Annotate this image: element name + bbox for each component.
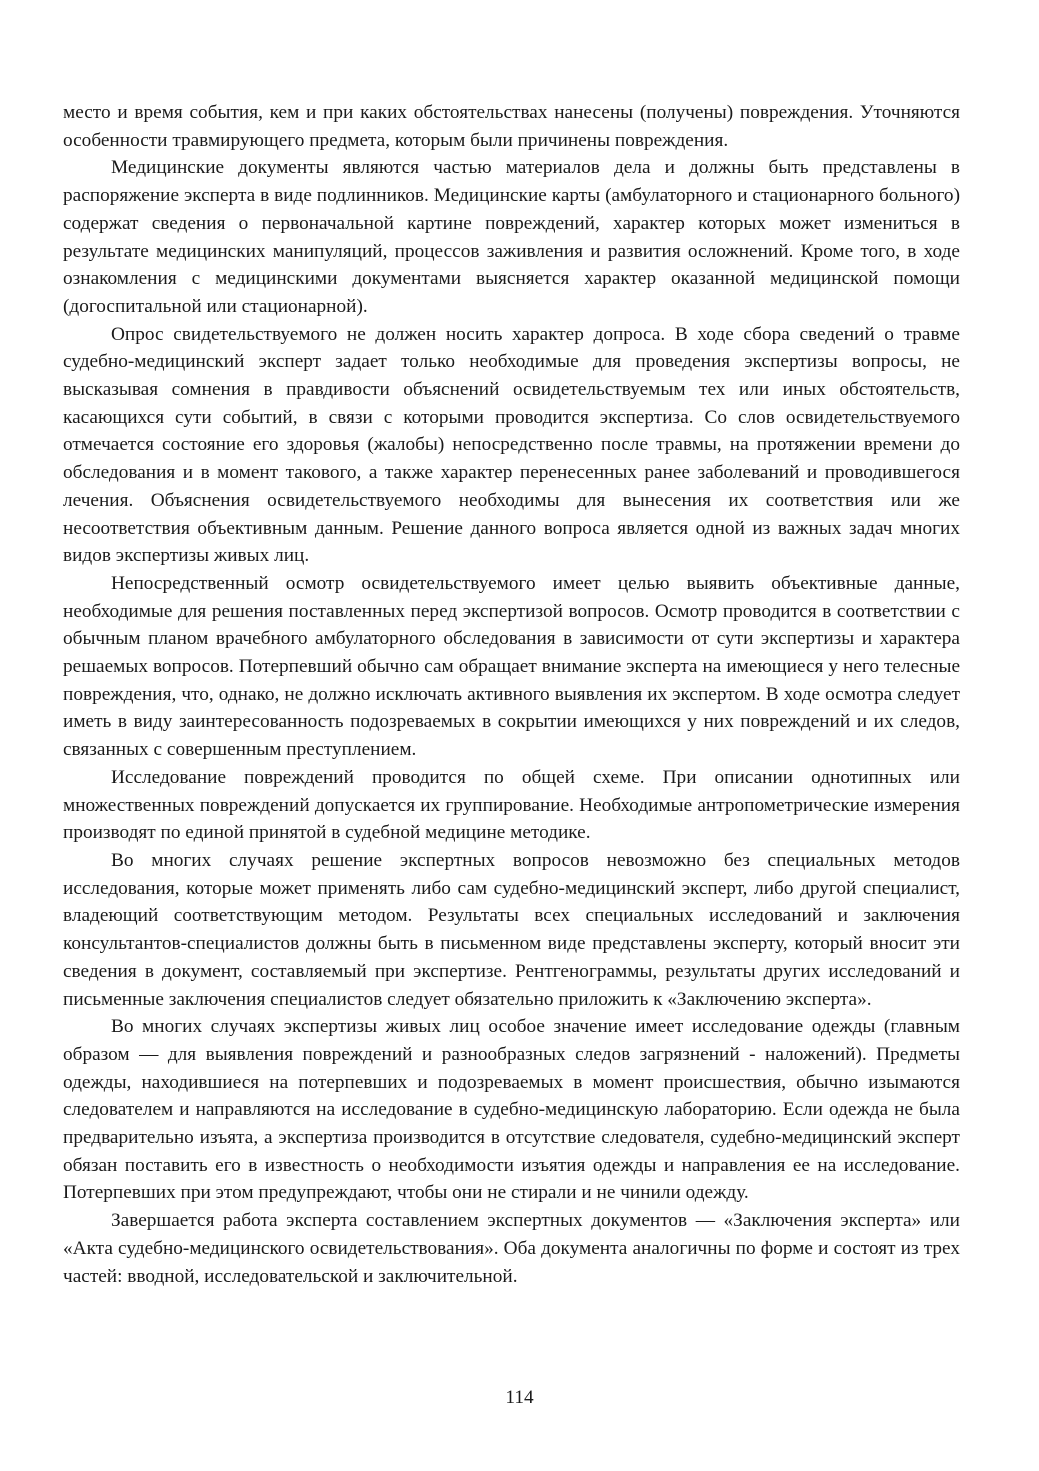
page-body [63, 99, 960, 1290]
page-number: 114 [505, 1387, 534, 1408]
paragraph-injury-study: Исследование повреждений проводится по общей схеме. При описании однотипных или множественных повреждений допускается их группирование. Необходимые антропометрические измерения производят по единой принятой в судебной медицине методике. [63, 766, 960, 844]
paragraph-conclusion: Завершается работа эксперта составлением экспертных документов — «Заключения эксперта» или «Акта судебно-медицинского освидетельствования». Оба документа аналогичны по форме и состоят из трех частей: вводной, исследовательской и заключительной. [63, 1210, 960, 1287]
paragraph-survey: Опрос свидетельствуемого не должен носить характер допроса. В ходе сбора сведений о травме судебно-медицинский эксперт задает только необходимые для проведения экспертизы вопросы, не высказывая сомнения в правдивости объяснений освидетельствуемым тех или иных обстоятельств, касающихся сути событий, в связи с которыми проводится экспертиза. Со слов освидетельствуемого отмечается состояние его здоровья (жалобы) непосредственно после травмы, на протяжении времени до обследования и в момент такового, а также характер перенесенных ранее заболеваний и проводившегося лечения. Объяснения освидетельствуемого необходимы для вынесения их соответствия или же несоответствия объективным данным. Решение данного вопроса является одной из важных задач многих видов экспертизы живых лиц. [63, 323, 960, 567]
paragraph-special-methods: Во многих случаях решение экспертных вопросов невозможно без специальных методов исследования, которые может применять либо сам судебно-медицинский эксперт, либо другой специалист, владеющий соответствующим методом. Результаты всех специальных исследований и заключения консультантов-специалистов должны быть в письменном виде представлены эксперту, который вносит эти сведения в документ, составляемый при экспертизе. Рентгенограммы, результаты других исследований и письменные заключения специалистов следует обязательно приложить к «Заключению эксперта». [63, 849, 960, 1010]
paragraph-medical-documents: Медицинские документы являются частью материалов дела и должны быть представлены в распоряжение эксперта в виде подлинников. Медицинские карты (амбулаторного и стационарного больного) содержат сведения о первоначальной картине повреждений, характер которых может измениться в результате медицинских манипуляций, процессов заживления и развития осложнений. Кроме того, в ходе ознакомления с медицинскими документами выясняется характер оказанной медицинской помощи (догоспитальной или стационарной). [63, 157, 960, 317]
paragraph-clothing: Во многих случаях экспертизы живых лиц особое значение имеет исследование одежды (главным образом — для выявления повреждений и разнообразных следов загрязнений - наложений). Предметы одежды, находившиеся на потерпевших и подозреваемых в момент происшествия, обычно изымаются следователем и направляются на исследование в судебно-медицинскую лабораторию. Если одежда не была предварительно изъята, а экспертиза производится в отсутствие следователя, судебно-медицинский эксперт обязан поставить его в известность о необходимости изъятия одежды и направления ее на исследование. Потерпевших при этом предупреждают, чтобы они не стирали и не чинили одежду. [63, 1016, 960, 1204]
paragraph-examination: Непосредственный осмотр освидетельствуемого имеет целью выявить объективные данные, необходимые для решения поставленных перед экспертизой вопросов. Осмотр проводится в соответствии с обычным планом врачебного амбулаторного обследования в зависимости от сути экспертизы и характера решаемых вопросов. Потерпевший обычно сам обращает внимание эксперта на имеющиеся у него телесные повреждения, что, однако, не должно исключать активного выявления их экспертом. В ходе осмотра следует иметь в виду заинтересованность подозреваемых в сокрытии имеющихся у них повреждений и их следов, связанных с совершенным преступлением. [63, 572, 960, 761]
paragraph-continuation: место и время события, кем и при каких обстоятельствах нанесены (получены) повреждения. Уточняются особенности травмирующего предмета, которым были причинены повреждения. [63, 102, 960, 151]
